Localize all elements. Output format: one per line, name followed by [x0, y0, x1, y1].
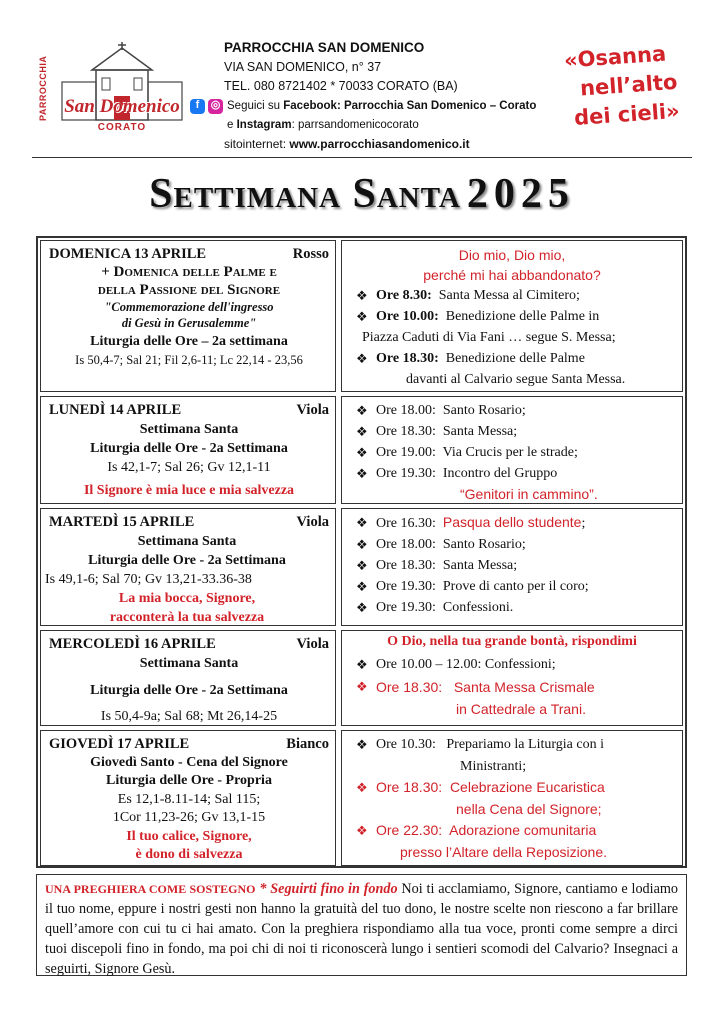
day-quote-2: racconterà la tua salvezza: [109, 610, 265, 625]
diamond-bullet-icon: ❖: [356, 600, 368, 615]
day-quote-2: è dono di salvezza: [135, 847, 243, 862]
day-title: MERCOLEDÌ 16 APRILE: [49, 636, 216, 652]
event-continuation: Ministranti;: [460, 758, 527, 774]
table-row: [38, 506, 685, 628]
title-text: Settimana Santa: [149, 171, 461, 217]
event-time: Ore 16.30:: [376, 516, 436, 531]
diamond-bullet-icon: ❖: [356, 403, 368, 418]
day-quote: La mia bocca, Signore,: [118, 591, 256, 606]
prayer-text: Noi ti acclamiamo, Signore, cantiamo e lodiamo il tuo nome, eppure i nostri gesti non hanno la gratuità del tuo dono, le nostre scelte non riescono a far brillare quell’amore con cui tu ci hai amato. Con la preghiera rispondiamo alla tua voce, pronti come sempre a dirci tuoi discepoli fino in fondo, ma poi chi di noi ti riconoscerà lungo i sentieri scomodi del Calvario? Insegnaci a seguirti, Signore Gesù.: [45, 881, 679, 977]
event-time: Ore 18.30:: [376, 424, 436, 439]
event-time: Ore 19.30:: [376, 466, 436, 481]
motto-line-1: «Osanna: [563, 41, 667, 73]
event-continuation: in Cattedrale a Trani.: [456, 701, 586, 717]
liturgical-color: Viola: [296, 636, 329, 652]
event-text: Benedizione delle Palme in: [445, 309, 600, 324]
day-subtitle: Settimana Santa: [139, 656, 239, 671]
event-item: [356, 576, 676, 597]
prayer-box: [36, 874, 687, 976]
table-row: [38, 628, 685, 728]
event-item: [356, 734, 676, 756]
day-quote: Il Signore è mia luce e mia salvezza: [83, 483, 295, 498]
diamond-bullet-icon: ❖: [356, 679, 368, 694]
event-time: Ore 19.30:: [376, 600, 436, 615]
event-item: [356, 442, 676, 463]
events-cell: [341, 396, 683, 504]
event-item: [356, 421, 676, 442]
ig-label: Instagram: [236, 118, 292, 131]
instagram-icon[interactable]: ◎: [208, 99, 223, 114]
table-row: [38, 394, 685, 506]
event-text: Benedizione delle Palme: [445, 351, 585, 366]
day-subtitle: Giovedì Santo - Cena del Signore: [90, 754, 288, 770]
day-quote: Dio mio, Dio mio,: [458, 247, 566, 263]
event-item: [356, 820, 676, 842]
liturgy-hours: Liturgia delle Ore – 2a settimana: [90, 334, 288, 349]
day-info-cell: [40, 630, 336, 726]
event-text: Confessioni;: [484, 657, 556, 672]
readings: Is 50,4-7; Sal 21; Fil 2,6-11; Lc 22,14 - 23,56: [75, 353, 303, 367]
event-continuation: nella Cena del Signore;: [456, 800, 602, 817]
readings: Es 12,1-8.11-14; Sal 115;: [117, 791, 261, 807]
event-item: [356, 306, 676, 327]
event-item: [356, 777, 676, 799]
diamond-bullet-icon: ❖: [356, 737, 368, 752]
church-icon: [52, 42, 190, 134]
day-note-2: di Gesù in Gerusalemme": [121, 316, 257, 330]
readings: Is 50,4-9a; Sal 68; Mt 26,14-25: [100, 709, 278, 724]
event-text: Santa Messa;: [442, 558, 518, 573]
liturgical-color: Bianco: [286, 736, 329, 752]
day-quote: O Dio, nella tua grande bontà, rispondimi: [387, 634, 637, 649]
liturgical-color: Rosso: [292, 246, 329, 262]
event-continuation: Piazza Caduti di Via Fani … segue S. Messa;: [362, 330, 616, 345]
event-text: Santa Messa Crismale: [453, 679, 595, 695]
event-item: [356, 555, 676, 576]
event-text: Via Crucis per le strade;: [442, 445, 578, 460]
event-time: Ore 19.00:: [376, 445, 436, 460]
parish-logo: [38, 36, 188, 148]
event-time: Ore 18.30:: [376, 351, 439, 366]
day-subtitle: + Domenica delle Palme e: [101, 264, 277, 280]
event-item: [356, 534, 676, 555]
day-subtitle: Settimana Santa: [137, 534, 237, 549]
table-row: [38, 238, 685, 394]
parish-name: PARROCCHIA SAN DOMENICO: [224, 40, 425, 55]
events-cell: [341, 630, 683, 726]
ig-prefix: e: [227, 118, 237, 131]
diamond-bullet-icon: ❖: [356, 515, 368, 530]
prayer-label: UNA PREGHIERA COME SOSTEGNO: [45, 882, 256, 896]
diamond-bullet-icon: ❖: [356, 558, 368, 573]
events-cell: [341, 730, 683, 866]
diamond-bullet-icon: ❖: [356, 579, 368, 594]
day-subtitle-2: della Passione del Signore: [97, 282, 281, 298]
event-text: Santa Messa;: [442, 424, 518, 439]
day-title: DOMENICA 13 APRILE: [49, 246, 207, 262]
liturgical-color: Viola: [296, 514, 329, 530]
events-cell: [341, 508, 683, 626]
social-block: [195, 97, 537, 135]
event-item: [356, 597, 676, 618]
site-prefix: sitointernet:: [224, 136, 290, 151]
event-text: Santo Rosario;: [442, 537, 526, 552]
events-cell: [341, 240, 683, 392]
readings: Is 42,1-7; Sal 26; Gv 12,1-11: [107, 460, 271, 475]
diamond-bullet-icon: ❖: [356, 657, 368, 672]
event-text: Confessioni.: [442, 600, 514, 615]
diamond-bullet-icon: ❖: [356, 466, 368, 481]
diamond-bullet-icon: ❖: [356, 780, 368, 795]
page-title: [0, 170, 724, 218]
event-time: Ore 18.30:: [376, 558, 436, 573]
day-title: LUNEDÌ 14 APRILE: [49, 402, 182, 418]
liturgy-hours: Liturgia delle Ore - 2a Settimana: [90, 441, 288, 456]
day-info-cell: [40, 240, 336, 392]
event-time: Ore 18.30:: [376, 679, 443, 695]
day-note: "Commemorazione dell'ingresso: [104, 300, 274, 314]
event-item: [356, 654, 676, 676]
motto-line-3: dei cieli»: [573, 98, 681, 131]
diamond-bullet-icon: ❖: [356, 537, 368, 552]
fb-value[interactable]: : Parrocchia San Domenico – Corato: [336, 99, 537, 112]
event-item: [356, 676, 676, 698]
site-link[interactable]: www.parrocchiasandomenico.it: [289, 136, 470, 151]
event-item: [356, 348, 676, 369]
diamond-bullet-icon: ❖: [356, 823, 368, 838]
day-quote-2: perché mi hai abbandonato?: [423, 267, 601, 283]
motto-line-2: nell’alto: [579, 69, 679, 101]
event-text-tail: ;: [581, 516, 586, 531]
schedule-table: [36, 236, 687, 868]
event-continuation: presso l’Altare della Reposizione.: [400, 843, 607, 860]
liturgy-hours: Liturgia delle Ore - 2a Settimana: [88, 553, 286, 568]
ig-value[interactable]: : parrsandomenicocorato: [291, 118, 419, 131]
parish-phone: TEL. 080 8721402 * 70033 CORATO (BA): [224, 79, 458, 93]
event-time: Ore 22.30:: [376, 822, 443, 838]
motto: [563, 38, 699, 134]
event-text: Prepariamo la Liturgia con i: [446, 737, 604, 752]
day-info-cell: [40, 508, 336, 626]
day-quote: Il tuo calice, Signore,: [126, 828, 252, 844]
event-time: Ore 10.00 – 12.00:: [376, 657, 482, 672]
table-row: [38, 728, 685, 866]
diamond-bullet-icon: ❖: [356, 288, 368, 303]
header-divider: [32, 157, 692, 158]
parish-contact: [195, 38, 537, 154]
diamond-bullet-icon: ❖: [356, 445, 368, 460]
event-text: Santo Rosario;: [442, 403, 526, 418]
logo-brand: San Domenico: [64, 96, 180, 117]
day-info-cell: [40, 730, 336, 866]
event-time: Ore 18.00:: [376, 403, 436, 418]
event-time: Ore 18.00:: [376, 537, 436, 552]
event-text: Incontro del Gruppo: [442, 466, 558, 481]
event-time: Ore 19.30:: [376, 579, 436, 594]
event-text: Celebrazione Eucaristica: [449, 779, 605, 795]
readings-2: 1Cor 11,23-26; Gv 13,1-15: [112, 810, 266, 825]
day-info-cell: [40, 396, 336, 504]
prayer-title: * Seguirti fino in fondo: [259, 881, 398, 897]
event-time: Ore 8.30:: [376, 288, 432, 303]
facebook-icon[interactable]: f: [190, 99, 205, 114]
day-subtitle: Settimana Santa: [139, 422, 239, 437]
fb-label: Facebook: [283, 99, 337, 112]
event-text: Adorazione comunitaria: [449, 822, 597, 838]
event-item: [356, 512, 676, 534]
event-time: Ore 10.30:: [376, 737, 436, 752]
diamond-bullet-icon: ❖: [356, 351, 368, 366]
title-year: 2025: [466, 171, 575, 217]
event-text: Prove di canto per il coro;: [442, 579, 589, 594]
event-item: [356, 400, 676, 421]
liturgy-hours: Liturgia delle Ore - Propria: [106, 773, 272, 788]
day-title: GIOVEDÌ 17 APRILE: [49, 736, 190, 752]
logo-city: CORATO: [97, 122, 147, 133]
liturgy-hours: Liturgia delle Ore - 2a Settimana: [90, 683, 288, 698]
event-time: Ore 10.00:: [376, 309, 439, 324]
event-item: [356, 463, 676, 484]
event-text: Pasqua dello studente: [442, 514, 582, 530]
event-continuation: davanti al Calvario segue Santa Messa.: [406, 372, 626, 387]
parish-address: VIA SAN DOMENICO, n° 37: [224, 59, 382, 74]
logo-vertical-text: PARROCCHIA: [38, 55, 48, 121]
event-item: [356, 285, 676, 306]
event-text: Santa Messa al Cimitero;: [438, 288, 580, 303]
liturgical-color: Viola: [296, 402, 329, 418]
readings: Is 49,1-6; Sal 70; Gv 13,21-33.36-38: [45, 572, 252, 587]
event-continuation: “Genitori in cammino”.: [460, 486, 598, 502]
event-time: Ore 18.30:: [376, 779, 443, 795]
day-title: MARTEDÌ 15 APRILE: [49, 514, 195, 530]
diamond-bullet-icon: ❖: [356, 424, 368, 439]
diamond-bullet-icon: ❖: [356, 309, 368, 324]
fb-prefix: Seguici su: [227, 99, 284, 112]
